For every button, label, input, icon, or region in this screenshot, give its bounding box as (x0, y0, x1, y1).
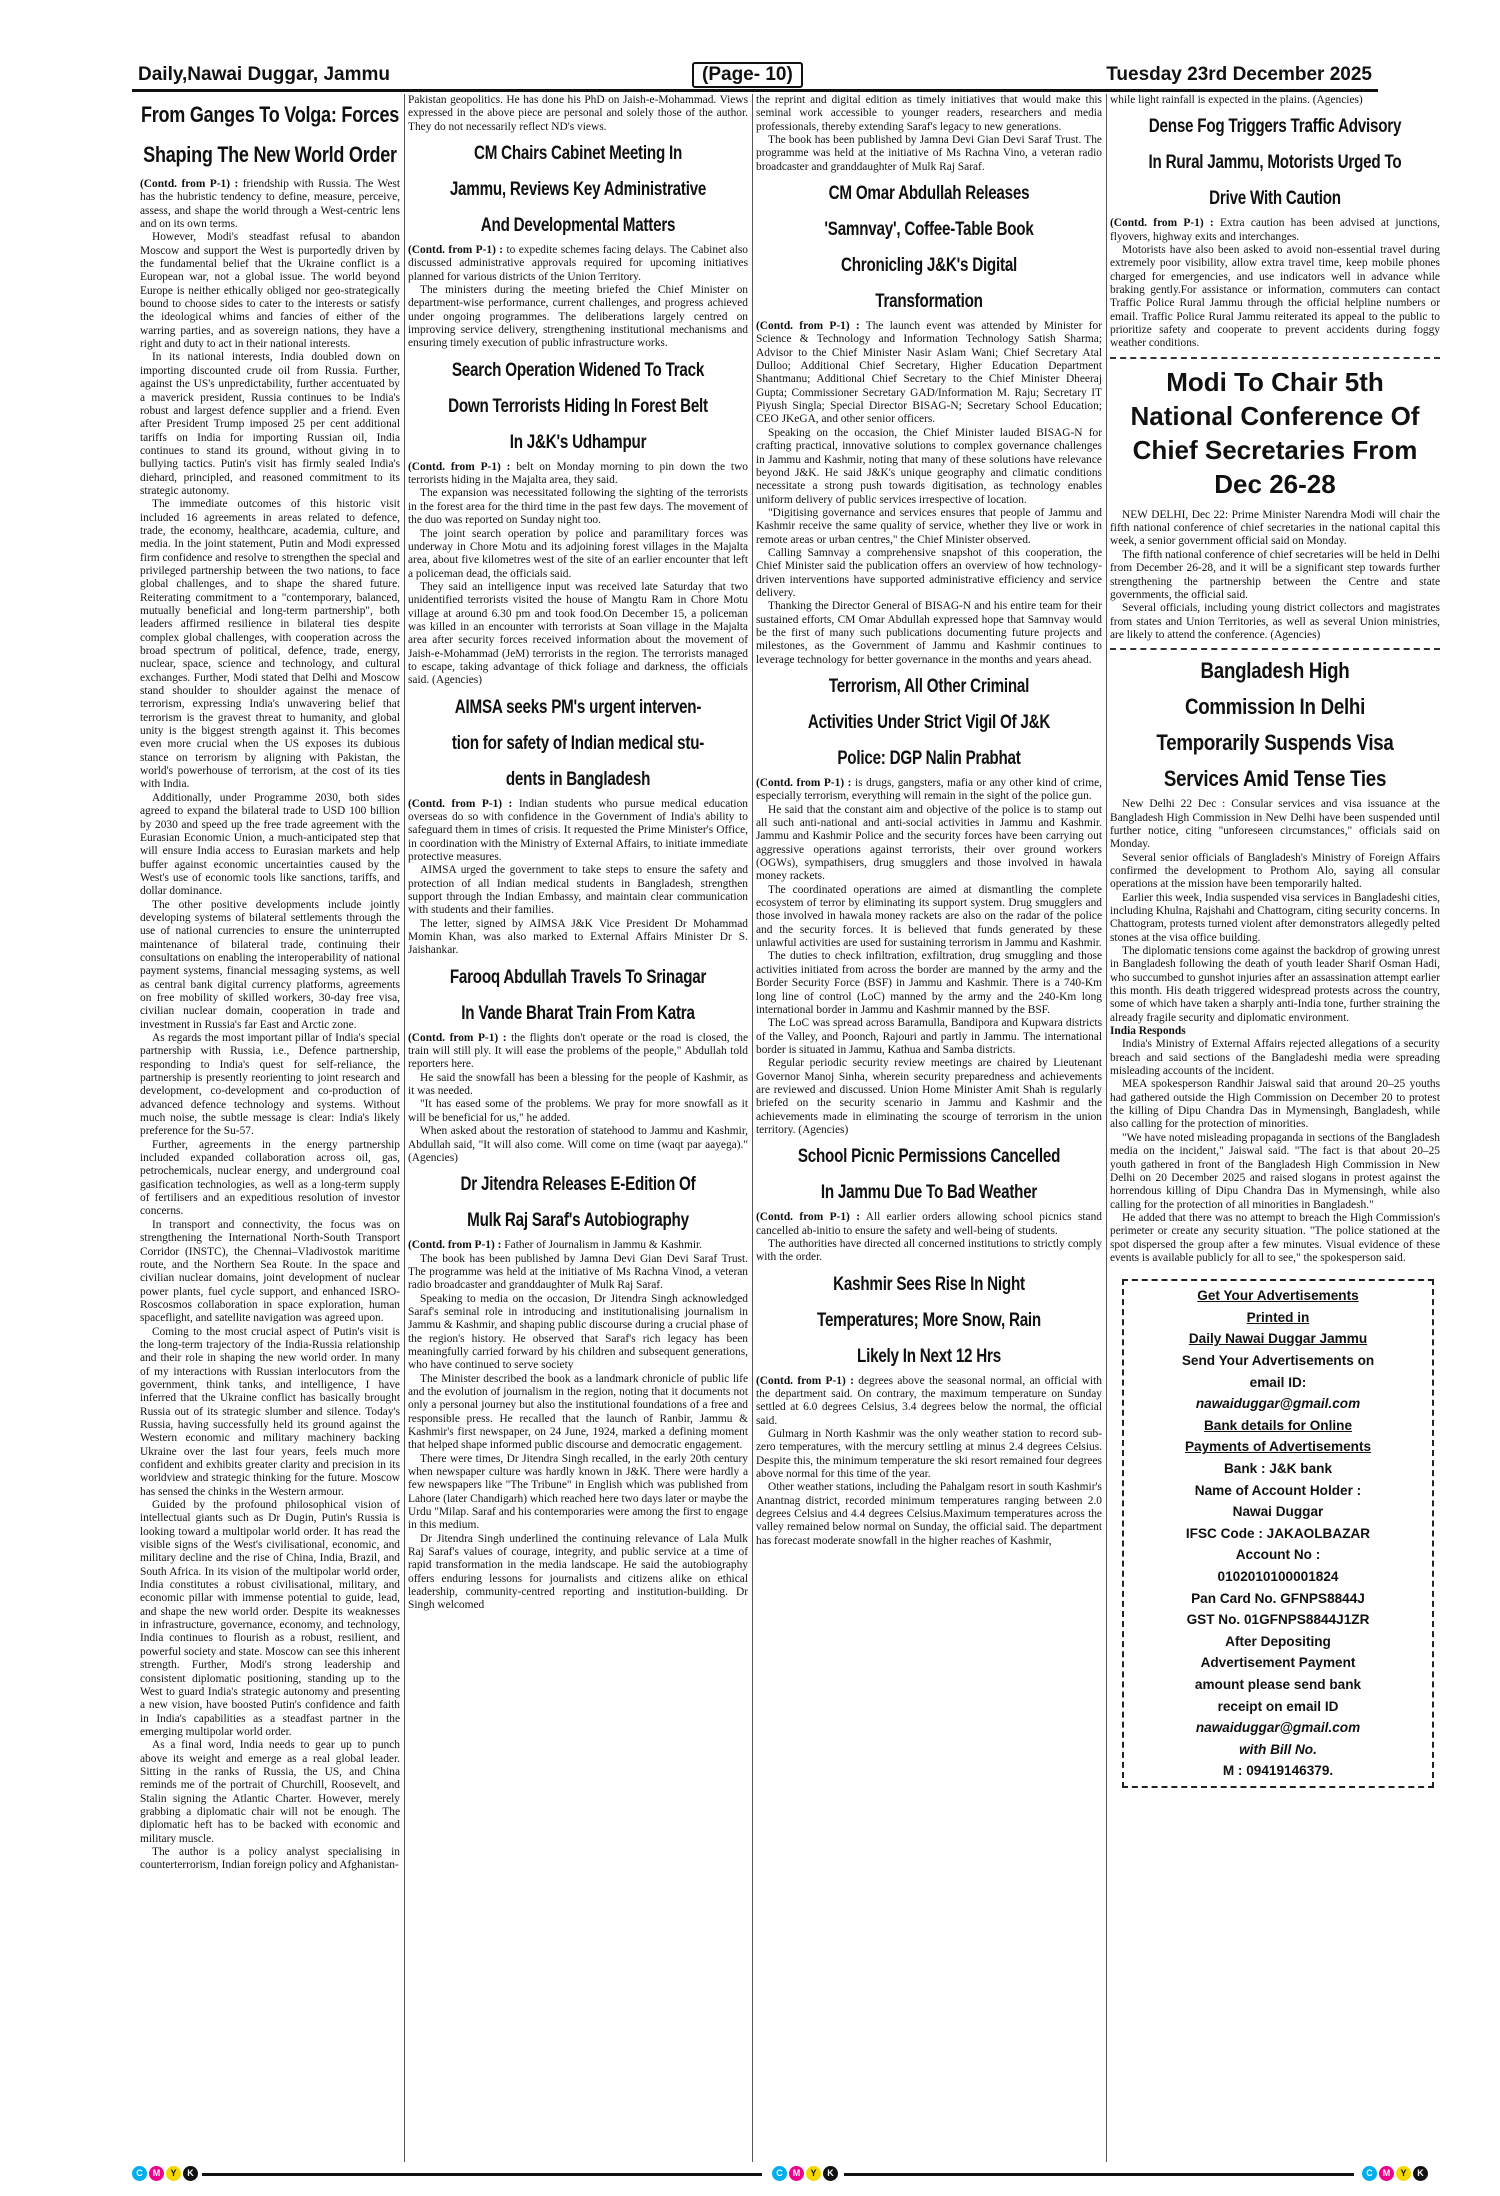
ad-line: Pan Card No. GFNPS8844J (1191, 1590, 1365, 1606)
article-headline: Services Amid Tense Ties (1163, 766, 1387, 792)
article-headline: School Picnic Permissions Cancelled (797, 1145, 1061, 1168)
advertisement-box (1122, 1279, 1434, 1788)
article-text: The launch event was attended by Minister for Science & Technology and Information Technology Satish Sharma; Advisor to the Chief Minister Nasir Aslam Wani; Chief Secretary Atal Dulloo; Additional Chief Secretary, Higher Education Department Shantmanu; Additional Chief Secretary to the Chief Minister Dheeraj Gupta; Commissioner Secretary GAD/Information M. Raju; Secretary IT Piyush Singla; Special Director BISAG-N; Secretary School Education; CEO JKeGA, and other senior officers. (756, 320, 1102, 426)
column-2 (408, 94, 748, 2162)
article-paragraph: The authorities have directed all concerned institutions to strictly comply with the order. (756, 1237, 1102, 1264)
article-paragraph (408, 244, 748, 284)
cmyk-dot: Y (806, 2166, 821, 2181)
footer-rule (844, 2173, 1354, 2176)
column-4 (1110, 94, 1440, 2162)
article-paragraph: In transport and connectivity, the focus was on strengthening the International North-South Transport Corridor (INSTC), the Chennai–Vladivostok maritime route, and the Northern Sea Route. In the space and civilian nuclear domains, joint development of nuclear power plants, fuel cycle support, and enhanced ISRO-Roscosmos collaboration in space exploration, human spaceflight, and satellite navigation was agreed upon. (140, 1218, 400, 1325)
article-paragraph (756, 1375, 1102, 1428)
article-headline: Temporarily Suspends Visa (1156, 730, 1394, 756)
cmyk-dot: K (823, 2166, 838, 2181)
article-paragraph: The expansion was necessitated following the sighting of the terrorists in the forest area for the third time in the past few days. The movement of the duo was reported on Sunday night too. (408, 487, 748, 527)
article-paragraph: The author is a policy analyst specialising in counterterrorism, Indian foreign policy and Afghanistan- (140, 1845, 400, 1872)
cmyk-dot: M (1379, 2166, 1394, 2181)
article-paragraph: Several officials, including young district collectors and magistrates from states and Union Territories, as well as several Union ministries, are likely to attend the conference. (Agencies) (1110, 602, 1440, 641)
article-headline: In Rural Jammu, Motorists Urged To (1148, 151, 1402, 174)
article-headline: Activities Under Strict Vigil Of J&K (807, 711, 1051, 733)
issue-date: Tuesday 23rd December 2025 (1106, 64, 1372, 85)
article-paragraph: "Digitising governance and services ensures that people of Jammu and Kashmir receive the same quality of service, whether they live or work in remote areas or urban centres," the Chief Minister observed. (756, 506, 1102, 546)
ad-line: Send Your Advertisements on (1181, 1353, 1375, 1369)
ad-line: email ID: (1249, 1374, 1307, 1390)
column-rule (752, 94, 753, 2162)
article-paragraph: Earlier this week, India suspended visa services in Bangladeshi cities, including Khulna, Rajshahi and Chattogram, citing security concerns. In Chattogram, protests turned violent after demonstrators allegedly pelted stones at the visa office building. (1110, 891, 1440, 944)
contd-label: (Contd. from P-1) : (408, 797, 513, 810)
article-paragraph: Thanking the Director General of BISAG-N and his entire team for their sustained efforts, CM Omar Abdullah expressed hope that Samnvay would be the first of many such publications documenting future projects and milestones, as the Government of Jammu and Kashmir continues to leverage technology for better governance in the months and years ahead. (756, 600, 1102, 666)
article-paragraph: Dr Jitendra Singh underlined the continuing relevance of Lala Mulk Raj Saraf's values of courage, integrity, and public service at a time of rapid transformation in the media landscape. He said the autobiography offers enduring lessons for journalists and citizens alike on ethical leadership, community-centred reporting and institution-building. Dr Singh welcomed (408, 1532, 748, 1612)
article-headline: Dr Jitendra Releases E-Edition Of (460, 1173, 696, 1196)
contd-label: (Contd. from P-1) : (1110, 217, 1214, 230)
divider (1110, 648, 1440, 650)
cmyk-dot: M (149, 2166, 164, 2181)
article-paragraph: Coming to the most crucial aspect of Putin's visit is the long-term trajectory of the India-Russia relationship and their role in shaping the new world order. In many of my interactions with Russian interlocutors from the government, think tanks, and intelligence, I have inferred that the Ukraine conflict has basically brought Russia out of its strategic slumber and silence. Today's Russia, having successfully held its ground against the Western economic and military machinery backing Ukraine over the last four years, feels much more confident and exhibits greater clarity and precision in its worldview and strategic thinking for the future. Moscow has sensed the chinks in the Western armour. (140, 1325, 400, 1498)
article-paragraph: As a final word, India needs to gear up to punch above its weight and emerge as a real global leader. Sitting in the ranks of Russia, the US, and China reminds me of the portrait of Churchill, Roosevelt, and Stalin signing the Atlantic Charter. However, merely grabbing a diplomatic chair will not be enough. The diplomatic heft has to be backed with economic and military muscle. (140, 1739, 400, 1845)
article-text: All earlier orders allowing school picnics stand cancelled ab-initio to ensure the safety and well-being of students. (756, 1211, 1102, 1237)
ad-line: IFSC Code : JAKAOLBAZAR (1185, 1525, 1371, 1541)
article-headline: Temperatures; More Snow, Rain (817, 1308, 1041, 1331)
article-paragraph: The duties to check infiltration, exfiltration, drug smuggling and those activities initiated from across the border are manned by the army and the Border Security Force (BSF) in Jammu and Kashmir. There is a 740-Km long line of control (LoC) manned by the army and the 240-Km long international border in Jammu and Kashmir manned by the BSF. (756, 950, 1102, 1016)
article-headline: Chronicling J&K's Digital (840, 254, 1018, 277)
article-paragraph: Several senior officials of Bangladesh's Ministry of Foreign Affairs confirmed the development to Prothom Alo, saying all consular operations at the mission have been temporarily halted. (1110, 851, 1440, 891)
article-headline: Drive With Caution (1209, 187, 1341, 210)
cmyk-dot: Y (166, 2166, 181, 2181)
contd-label: (Contd. from P-1) : (408, 1031, 507, 1044)
ad-line: Account No : (1235, 1547, 1321, 1563)
article-text: the flights don't operate or the road is closed, the train will still ply. It will ease the problems of the people," Abdullah told reporters here. (408, 1031, 748, 1071)
column-rule (404, 94, 405, 2162)
article-paragraph (756, 1211, 1102, 1238)
article-paragraph: Motorists have also been asked to avoid non-essential travel during extremely poor visibility, allow extra travel time, keep mobile phones charged for emergencies, and use indicators well in advance while braking gently.For assistance or information, commuters can contact Traffic Police Rural Jammu through the official helpline numbers or email. Traffic Police Rural Jammu reiterated its appeal to the public to prioritize safety and cooperate to prevent accidents during foggy weather conditions. (1110, 244, 1440, 350)
contd-label: (Contd. from P-1) : (408, 460, 511, 473)
article-paragraph: He added that there was no attempt to breach the High Commission's perimeter or create any security situation. "The police stationed at the spot dispersed the group after a few minutes. Visual evidence of these events is available publicly for all to see," the spokesperson said. (1110, 1211, 1440, 1264)
article-paragraph: The coordinated operations are aimed at dismantling the complete ecosystem of terror by eliminating its support system. Drug smugglers and those involved in hawala money rackets are also on the radar of the police and the security forces. It is believed that funds generated by these unlawful activities are used for sustaining terrorism in Jammu and Kashmir. (756, 883, 1102, 950)
article-text: degrees above the seasonal normal, an official with the department said. On contrary, the maximum temperature on Sunday settled at 6.0 degrees Celsius, 3.4 degrees below the normal, the official said. (756, 1374, 1102, 1427)
article-paragraph (408, 1239, 748, 1252)
article-paragraph: the reprint and digital edition as timely initiatives that would make this seminal work accessible to younger readers, researchers and media professionals, thereby extending Saraf's legacy to new generations. (756, 94, 1102, 133)
article-headline: Kashmir Sees Rise In Night (833, 1272, 1025, 1295)
cmyk-dot: K (183, 2166, 198, 2181)
article-paragraph: Speaking to media on the occasion, Dr Jitendra Singh acknowledged Saraf's seminal role in introducing and institutionalising journalism in Jammu & Kashmir, and shaping public discourse during a crucial phase of the region's history. He observed that Saraf's rich legacy has been meaningfully carried forward by his children and subsequent generations, who have continued to serve society (408, 1292, 748, 1372)
article-headline: CM Omar Abdullah Releases (828, 182, 1030, 205)
article-paragraph: Pakistan geopolitics. He has done his PhD on Jaish-e-Mohammad. Views expressed in the above piece are personal and solely those of the author. They do not necessarily reflect ND's views. (408, 94, 748, 133)
article-paragraph (408, 1032, 748, 1072)
ad-line: Name of Account Holder : (1194, 1482, 1362, 1498)
column-1 (140, 94, 400, 2162)
ad-line: Advertisement Payment (1200, 1655, 1356, 1671)
cmyk-dot: M (789, 2166, 804, 2181)
ad-line: 0102010100001824 (1217, 1568, 1339, 1584)
article-paragraph: The book has been published by Jamna Devi Gian Devi Saraf Trust. The programme was held at the initiative of Ms Rachna Vino, a veteran radio broadcaster and granddaughter of Mulk Raj Saraf. (756, 134, 1102, 173)
article-headline: And Developmental Matters (480, 214, 676, 237)
article-paragraph: AIMSA urged the government to take steps to ensure the safety and protection of all Indian medical students in Bangladesh, strengthen support through the Indian Embassy, and maintain clear communication with students and their families. (408, 864, 748, 917)
headline-line: Modi To Chair 5th (1166, 366, 1384, 397)
article-headline: Shaping The New World Order (143, 142, 397, 167)
article-headline: Bangladesh High (1200, 658, 1350, 684)
article-paragraph: The letter, signed by AIMSA J&K Vice President Dr Mohammad Momin Khan, was also marked to External Affairs Minister Dr S. Jaishankar. (408, 917, 748, 957)
article-headline: In J&K's Udhampur (509, 430, 647, 453)
article-paragraph: "It has eased some of the problems. We pray for more snowfall as it will be beneficial for us," he added. (408, 1098, 748, 1124)
ad-line: GST No. 01GFNPS8844J1ZR (1186, 1612, 1370, 1628)
article-paragraph: The joint search operation by police and paramilitary forces was underway in Chore Motu and its adjoining forest villages in the Majalta area, about five kilometres west of the site of an earlier encounter that left a policeman dead, the officials said. (408, 527, 748, 580)
article-paragraph: The other positive developments include jointly developing systems of bilateral settlements through the use of national currencies to ensure the uninterrupted maintenance of bilateral trade, continuing their consultations on enabling the interoperability of national payment systems, financial messaging systems, as well as central bank digital currency platforms, agreements on free mobility of skilled workers, 30-day free visa, civilian nuclear domain, cooperation in trade and investment in Russia's far East and Arctic zone. (140, 898, 400, 1031)
ad-line: Bank : J&K bank (1223, 1461, 1333, 1476)
article-paragraph: However, Modi's steadfast refusal to abandon Moscow and support the West is purportedly driven by the fundamental belief that the Ukraine conflict is a European war, not a global issue. The world beyond Europe is neither ethically obliged nor geo-strategically bound to choose sides to cater to the interests or satisfy the ideological whims and fancies of either of the warring parties, and as sovereign nations, they have a right and duty to act in their national interests. (140, 231, 400, 351)
contd-label: (Contd. from P-1) : (756, 320, 860, 333)
contd-label: (Contd. from P-1) : (140, 178, 239, 190)
article-paragraph: Speaking on the occasion, the Chief Minister lauded BISAG-N for crafting practical, innovative solutions to complex governance challenges in Jammu and Kashmir, noting that many of these solutions have relevance beyond J&K. He said J&K's unique geography and climatic conditions necessitate a strong push towards digitisation, as technology enables uniform delivery of public services irrespective of location. (756, 426, 1102, 506)
article-headline: From Ganges To Volga: Forces (140, 102, 400, 127)
article-paragraph: Calling Samnvay a comprehensive snapshot of this cooperation, the Chief Minister said the publication offers an overview of how technology-driven interventions have supported administrative efficiency and service delivery. (756, 546, 1102, 599)
article-headline: Jammu, Reviews Key Administrative (449, 178, 707, 201)
newspaper-name: Daily,Nawai Duggar, Jammu (138, 64, 391, 85)
page-footer (132, 2164, 1432, 2184)
article-paragraph: while light rainfall is expected in the plains. (Agencies) (1110, 94, 1363, 106)
article-paragraph: India's Ministry of External Affairs rejected allegations of a security breach and said sections of the Bangladeshi media were spreading misleading accounts of the incident. (1110, 1038, 1440, 1078)
article-headline: Terrorism, All Other Criminal (828, 675, 1030, 697)
article-headline: Commission In Delhi (1184, 694, 1366, 720)
contd-label: (Contd. from P-1) : (756, 1374, 854, 1387)
article-headline: Mulk Raj Saraf's Autobiography (467, 1209, 689, 1232)
article-paragraph (756, 777, 1102, 804)
article-text: Indian students who pursue medical education overseas do so with confidence in the Government of India's ability to safeguard them in times of crisis. It requested the Prime Minister's Office, in coordination with the Ministry of External Affairs, to initiate immediate protective measures. (408, 797, 748, 863)
ad-line: Get Your Advertisements (1197, 1288, 1359, 1304)
ad-phone: M : 09419146379. (1222, 1763, 1334, 1779)
article-paragraph: When asked about the restoration of statehood to Jammu and Kashmir, Abdullah said, "It will also come. Will come on time (waqt par aayega)." (Agencies) (408, 1125, 748, 1164)
article-headline: 'Samnvay', Coffee-Table Book (824, 218, 1034, 241)
page-number: (Page- 10) (692, 62, 803, 88)
ad-email[interactable]: nawaiduggar@gmail.com (1195, 1396, 1361, 1412)
ad-email[interactable]: nawaiduggar@gmail.com (1195, 1720, 1361, 1736)
article-headline: Dense Fog Triggers Traffic Advisory (1148, 115, 1402, 138)
article-paragraph: Guided by the profound philosophical vision of intellectual giants such as Dr Dugin, Putin's Russia is looking toward a multipolar world order. It has read the visible signs of the West's civilisational, economic, and military decline and the rise of China, India, Brazil, and South Africa. In its vision of the multipolar world order, India constitutes a robust civilisational, military, and economic pillar with immense potential to guide, lead, and shape the new world order. Despite its weaknesses in infrastructure, governance, economy, and technology, India continues to flourish as a robust, resilient, and powerful society and state. Moscow can see this inherent strength. Further, Modi's strong leadership and consistent diplomatic positioning, standing up to the West to guard India's strategic autonomy and presenting a new vision, have boosted Putin's confidence and faith in India's capabilities as a steadfast partner in the emerging multipolar world order. (140, 1499, 400, 1738)
article-text: is drugs, gangsters, mafia or any other kind of crime, especially terrorism, everything will remain in the sight of the police gun. (756, 777, 1102, 803)
article-paragraph (408, 461, 748, 488)
article-text: friendship with Russia. The West has the hubristic tendency to define, measure, perceive, assess, and shape the world through a West-centric lens and on its own terms. (140, 178, 400, 231)
cmyk-dot: Y (1396, 2166, 1411, 2181)
article-paragraph: Additionally, under Programme 2030, both sides agreed to expand the bilateral trade to USD 100 billion by 2030 and speed up the free trade agreement with the Eurasian Economic Union, a much-anticipated step that will ensure India access to Eurasian markets and help buffer against economic uncertainties caused by the West's use of economic tools like sanctions, tariffs, and dollar dominance. (140, 791, 400, 898)
article-paragraph (756, 320, 1102, 427)
article-paragraph: The LoC was spread across Baramulla, Bandipora and Kupwara districts of the Valley, and Poonch, Rajouri and partly in Jammu. The international border is situated in Jammu, Kathua and Samba districts. (756, 1017, 1102, 1056)
cmyk-marks (772, 2166, 838, 2181)
footer-rule (202, 2173, 762, 2176)
article-headline: In Jammu Due To Bad Weather (820, 1181, 1038, 1204)
article-paragraph: He said the snowfall has been a blessing for the people of Kashmir, as it was needed. (408, 1071, 748, 1098)
article-paragraph: Other weather stations, including the Pahalgam resort in south Kashmir's Anantnag district, recorded minimum temperatures ranging between 2.0 degrees Celsius and 4.4 degrees Celsius.Maximum temperatures across the valley remained below normal on Sunday, the official said. The department has forecast moderate snowfall in the higher reaches of Kashmir, (756, 1481, 1102, 1547)
article-paragraph: There were times, Dr Jitendra Singh recalled, in the early 20th century when newspaper culture was hardly known in J&K. There were hardly a few newspapers like "The Tribune" in English which was published from Lahore (later Chandigarh) which reached here two days later or maybe the Urdu "Milap. Saraf and his contemporaries were among the first to engage in this medium. (408, 1452, 748, 1532)
article-paragraph: The Minister described the book as a landmark chronicle of public life and the evolution of journalism in the region, noting that it documents not only a personal journey but also the institutional foundations of a free and responsible press. He recalled that the launch of Ranbir, Jammu & Kashmir's first newspaper, on 24 June, 1924, marked a defining moment that helped shape informed public discourse and democratic engagement. (408, 1372, 748, 1452)
ad-line: After Depositing (1225, 1633, 1331, 1649)
article-paragraph: The immediate outcomes of this historic visit included 16 agreements in areas related to defence, trade, the economy, healthcare, academia, culture, and media. In the joint statement, Putin and Modi expressed firm confidence and resolve to strengthen the special and privileged partnership between the two nations, to face global challenges, and to shape the shared future. Reiterating commitment to a "contemporary, balanced, mutually beneficial and long-term partnership", both leaders affirmed resilience in bilateral ties despite complex global challenges, with cooperation across the broad spectrum of political, defence, trade, energy, nuclear, space, science and technology, and cultural exchanges. Further, Modi stated that Delhi and Moscow stand shoulder to shoulder against the menace of terrorism, expressing India's unwavering belief that terrorism is the gravest threat to humanity, and global unity is the biggest strength against it. This becomes even more crucial when the US exposes its dubious stance on terrorism by aligning with Pakistan, the world's powerhouse of terrorism, at the cost of its ties with India. (140, 498, 400, 791)
article-paragraph: They said an intelligence input was received late Saturday that two unidentified terrorists visited the house of Mangtu Ram in Chore Motu village at around 6.30 pm and took food.On December 15, a policeman was killed in an encounter with terrorists at Soan village in the Majalta area after security forces received information about the movement of Jaish-e-Mohammad (JeM) terrorists in the region. The terrorists managed to escape, taking advantage of thick foliage and darkness, the officials said. (Agencies) (408, 580, 748, 687)
article-headline: dents in Bangladesh (505, 767, 651, 790)
ad-line: with Bill No. (1239, 1741, 1317, 1757)
ad-line: Nawai Duggar (1232, 1504, 1324, 1520)
headline-line: National Conference Of (1130, 400, 1420, 431)
article-headline: Likely In Next 12 Hrs (857, 1344, 1001, 1367)
article-paragraph (1110, 217, 1440, 244)
article-headline: Down Terrorists Hiding In Forest Belt (448, 394, 708, 417)
cmyk-dot: C (132, 2166, 147, 2181)
cmyk-marks (1362, 2166, 1428, 2181)
article-headline: Search Operation Widened To Track (451, 358, 705, 381)
cmyk-dot: C (772, 2166, 787, 2181)
headline-line: Dec 26-28 (1214, 468, 1336, 499)
article-headline: Farooq Abdullah Travels To Srinagar (449, 965, 707, 988)
ad-line: Printed in (1246, 1309, 1310, 1325)
article-headline: Police: DGP Nalin Prabhat (837, 747, 1021, 769)
article-headline: CM Chairs Cabinet Meeting In (473, 142, 683, 165)
article-paragraph: As regards the most important pillar of India's special partnership with Russia, i.e., Defence partnership, responding to India's quest for self-reliance, the partnership is presently reorienting to joint research and development, co-development and co-production of advanced defence technology and systems. Without much noise, the subtle message is clear: India's likely preference for the Su-57. (140, 1032, 400, 1138)
page-header (132, 62, 1378, 92)
article-paragraph: New Delhi 22 Dec : Consular services and visa issuance at the Bangladesh High Commission in New Delhi have been suspended until further notice, citing "unforeseen circumstances," officials said on Monday. (1110, 798, 1440, 851)
article-paragraph: MEA spokesperson Randhir Jaiswal said that around 20–25 youths had gathered outside the High Commission on December 20 to protest the killing of Dipu Chandra Das in Mymensingh, Bangladesh, while also calling for the protection of minorities. (1110, 1078, 1440, 1131)
column-3 (756, 94, 1102, 2162)
article-paragraph: In its national interests, India doubled down on importing discounted crude oil from Russia. Further, against the US's unpredictability, further accentuated by a maverick president, Russia continues to be India's robust and largest defence supplier and a friend. Even after President Trump imposed 25 per cent additional tariffs on India for importing Russian oil, India continues to stand its ground, without giving in to bullying tactics. Putin's visit has firmly sealed India's diehard, principled, and reasoned commitment to its strategic autonomy. (140, 351, 400, 497)
ad-line: amount please send bank (1194, 1676, 1362, 1692)
contd-label: (Contd. from P-1) : (756, 777, 852, 789)
article-headline: AIMSA seeks PM's urgent interven- (454, 695, 702, 718)
cmyk-dot: K (1413, 2166, 1428, 2181)
contd-label: (Contd. from P-1) : (756, 1211, 860, 1224)
contd-label: (Contd. from P-1) : (408, 244, 504, 257)
headline-line: Chief Secretaries From (1132, 434, 1418, 465)
divider (1110, 357, 1440, 359)
article-paragraph: "We have noted misleading propaganda in sections of the Bangladesh media on the incident," Jaiswal said. "The fact is that about 20–25 youth gathered in front of the Bangladesh High Commission in New Delhi on 20 December 2025 and raised slogans in protest against the horrendous killing of Dipu Chandra Das in Mymensingh, while also calling for the protection of all minorities in Bangladesh." (1110, 1131, 1440, 1211)
cmyk-marks (132, 2166, 198, 2181)
article-text: to expedite schemes facing delays. The Cabinet also discussed administrative approvals required for upcoming initiatives planned for various districts of the Union Territory. (408, 244, 748, 283)
article-headline: In Vande Bharat Train From Katra (461, 1001, 695, 1024)
sub-heading: India Responds (1110, 1025, 1186, 1038)
article-text: Extra caution has been advised at junctions, flyovers, highway exits and interchanges. (1110, 217, 1440, 243)
article-paragraph: Regular periodic security review meetings are chaired by Lieutenant Governor Manoj Sinha, wherein security preparedness and achievements are reviewed and discussed. Union Home Minister Amit Shah is regularly briefed on the security scenario in Jammu and Kashmir and the achievements made in eliminating the scourge of terrorism in the union territory. (Agencies) (756, 1057, 1102, 1136)
article-paragraph: NEW DELHI, Dec 22: Prime Minister Narendra Modi will chair the fifth national conference of chief secretaries in the national capital this week, a senior government official said on Monday. (1110, 508, 1440, 548)
article-text: Father of Journalism in Jammu & Kashmir. (504, 1239, 703, 1252)
article-paragraph: Further, agreements in the energy partnership included expanded collaboration across oil, gas, petrochemicals, nuclear energy, and underground coal gasification technologies, as well as a long-term supply of fertilisers and an expeditious resolution of investor concerns. (140, 1138, 400, 1218)
article-paragraph: Gulmarg in North Kashmir was the only weather station to record sub-zero temperatures, with the mercury settling at minus 2.4 degrees Celsius. Despite this, the minimum temperature the ski resort remained four degrees above normal for this time of the year. (756, 1428, 1102, 1481)
article-headline: Transformation (875, 290, 983, 313)
ad-line: receipt on email ID (1217, 1698, 1339, 1714)
ad-line: Daily Nawai Duggar Jammu (1188, 1331, 1368, 1347)
article-headline (1110, 365, 1440, 501)
column-rule (1106, 94, 1107, 2162)
article-paragraph (140, 178, 400, 231)
article-paragraph: The ministers during the meeting briefed the Chief Minister on department-wise performance, current challenges, and progress achieved under ongoing programmes. The deliberations largely centred on improving service delivery, strengthening institutional mechanisms and ensuring timely execution of public infrastructure works. (408, 284, 748, 350)
ad-line: Payments of Advertisements (1184, 1439, 1372, 1455)
ad-line: Bank details for Online (1203, 1417, 1353, 1433)
article-paragraph (408, 798, 748, 865)
article-paragraph: The book has been published by Jamna Devi Gian Devi Saraf Trust. The programme was held at the initiative of Ms Rachna Vinod, a veteran radio broadcaster and granddaughter of Mulk Raj Saraf. (408, 1252, 748, 1292)
contd-label: (Contd. from P-1) : (408, 1239, 502, 1252)
article-paragraph: The fifth national conference of chief secretaries will be held in Delhi from December 26-28, and it will be a significant step towards further strengthening the partnership between the Centre and state governments, the official said. (1110, 548, 1440, 601)
article-paragraph: He said that the constant aim and objective of the police is to stamp out all such anti-national and anti-social activities in Jammu and Kashmir. Jammu and Kashmir Police and the security forces have been carrying out aggressive operations against terrorists, their over ground workers (OGWs), sympathisers, drug smugglers and those involved in hawala money rackets. (756, 803, 1102, 883)
cmyk-dot: C (1362, 2166, 1377, 2181)
article-text: belt on Monday morning to pin down the two terrorists hiding in the Majalta area, they said. (408, 460, 748, 487)
article-paragraph: The diplomatic tensions come against the backdrop of growing unrest in Bangladesh following the death of youth leader Sharif Osman Hadi, who succumbed to gunshot injuries after an assassination attempt earlier this month. His death triggered widespread protests across the country, some of which have taken a sharply anti-India tone, further straining the already fragile security and diplomatic environment. (1110, 945, 1440, 1024)
article-headline: tion for safety of Indian medical stu- (451, 731, 705, 754)
